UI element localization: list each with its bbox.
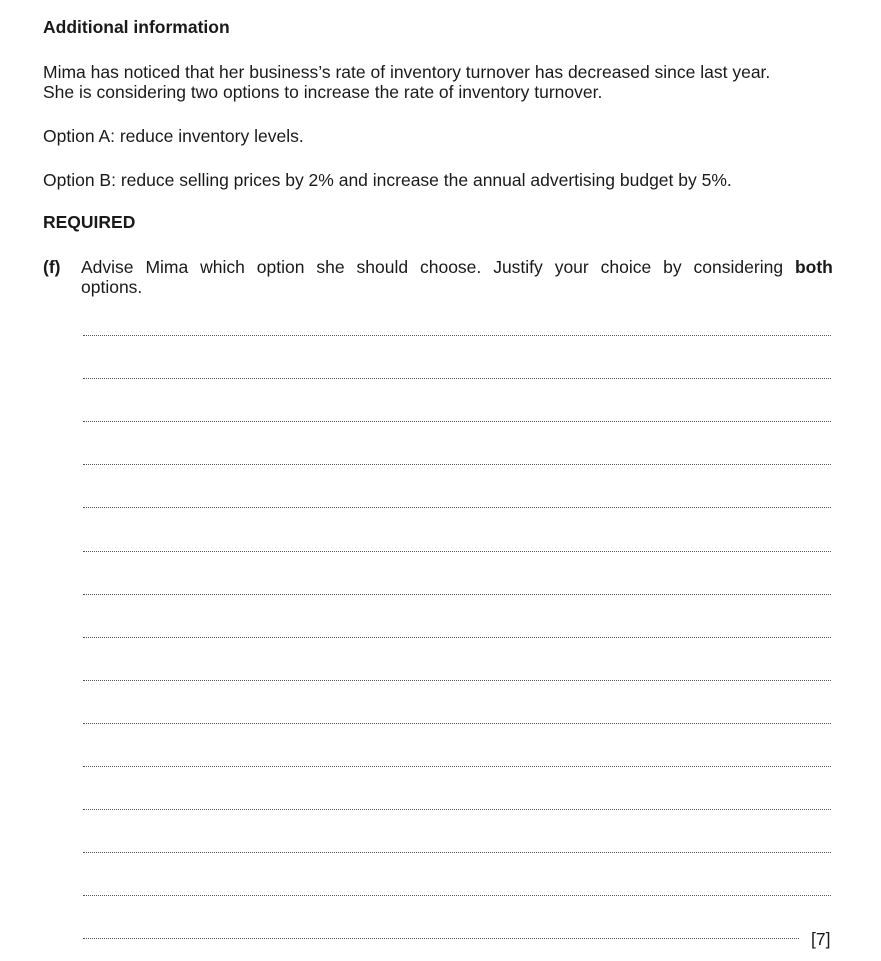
additional-information-heading: Additional information (43, 17, 230, 37)
answer-line[interactable] (83, 463, 831, 465)
answer-line[interactable] (83, 377, 831, 379)
question-word: choose. (419, 257, 482, 277)
question-word: option (256, 257, 305, 277)
answer-line[interactable] (83, 506, 831, 508)
question-word: considering (693, 257, 784, 277)
intro-line-2: She is considering two options to increase the rate of inventory turnover. (43, 82, 603, 102)
question-word: by (663, 257, 682, 277)
question-word: Justify (493, 257, 543, 277)
answer-line[interactable] (83, 420, 831, 422)
question-word: she (316, 257, 345, 277)
question-word: should (356, 257, 409, 277)
question-text (81, 257, 833, 297)
intro-line-1: Mima has noticed that her business’s rate of inventory turnover has decreased since last year. (43, 62, 771, 82)
answer-line[interactable] (83, 550, 831, 552)
question-word: Mima (145, 257, 189, 277)
answer-line[interactable] (83, 679, 831, 681)
intro-paragraph (43, 62, 833, 102)
answer-line[interactable] (83, 851, 831, 853)
question-word: your (554, 257, 589, 277)
required-heading: REQUIRED (43, 212, 136, 232)
option-a-text: Option A: reduce inventory levels. (43, 126, 304, 146)
answer-line[interactable] (83, 636, 831, 638)
answer-line[interactable] (83, 894, 831, 896)
question-label: (f) (43, 257, 61, 277)
question-line-1 (81, 257, 833, 277)
question-word: Advise (81, 257, 134, 277)
option-b-text: Option B: reduce selling prices by 2% and increase the annual advertising budget by 5%. (43, 170, 732, 190)
question-word: choice (600, 257, 652, 277)
answer-line[interactable] (83, 722, 831, 724)
answer-line[interactable] (83, 593, 831, 595)
answer-line[interactable] (83, 808, 831, 810)
emphasis-both: both (794, 257, 833, 277)
answer-line[interactable] (83, 937, 799, 939)
question-word: which (200, 257, 245, 277)
question-line-2: options. (81, 277, 143, 297)
answer-line[interactable] (83, 765, 831, 767)
answer-line[interactable] (83, 334, 831, 336)
marks-allocation: [7] (811, 929, 831, 949)
